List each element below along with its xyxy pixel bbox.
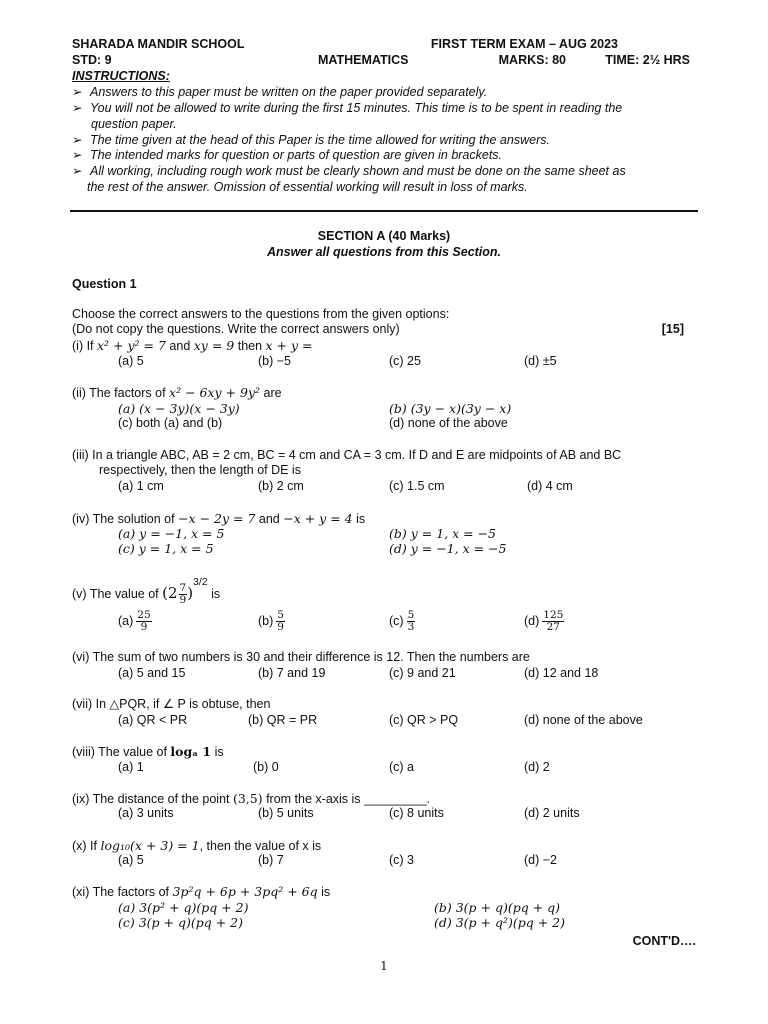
option-b: (b) QR = PR [248, 713, 318, 727]
option-c: (c) 9 and 21 [389, 666, 456, 680]
instructions-title: INSTRUCTIONS: [72, 69, 170, 83]
option-c: (c) 25 [389, 354, 421, 368]
marks-label: MARKS: 80 [498, 53, 566, 67]
bullet-icon: ➢ [72, 85, 83, 99]
instruction-item-continued: question paper. [91, 117, 177, 131]
bullet-icon: ➢ [72, 164, 83, 178]
question-heading: Question 1 [72, 277, 137, 291]
instruction-item: ➢ The time given at the head of this Paper is the time allowed for writing the answers. [72, 133, 550, 147]
option-b: (b) 7 [258, 853, 284, 867]
sub-question-6: (vi) The sum of two numbers is 30 and their difference is 12. Then the numbers are [72, 650, 530, 664]
option-b: (b) y = 1, x = −5 [389, 526, 497, 541]
option-a: (a) y = −1, x = 5 [118, 526, 225, 541]
instruction-item: ➢ You will not be allowed to write during the first 15 minutes. This time is to be spent in reading the [72, 101, 623, 115]
sub-question-10: (x) If log₁₀(x + 3) = 1, then the value of x is [72, 838, 322, 853]
continued-label: CONT'D…. [632, 934, 696, 948]
page-number: 1 [380, 959, 388, 973]
option-b: (b) 5 units [258, 806, 314, 820]
option-a: (a) $\frac{25}{9}$ [118, 609, 151, 634]
option-a: (a) 5 and 15 [118, 666, 186, 680]
option-a: (a) 1 cm [118, 479, 164, 493]
header-row-1 [72, 37, 690, 52]
option-b: (b) 2 cm [258, 479, 304, 493]
header-row-2 [72, 53, 690, 68]
option-c: (c) $\frac{5}{3}$ [389, 609, 415, 634]
sub-question-4: (iv) The solution of −x − 2y = 7 and −x + y = 4 is [72, 511, 366, 526]
sub-question-2: (ii) The factors of x² − 6xy + 9y² are [72, 385, 282, 400]
exam-title: FIRST TERM EXAM – AUG 2023 [430, 37, 618, 51]
option-c: (c) both (a) and (b) [118, 416, 223, 430]
sub-question-5: (v) The value of (2 $\frac{7}{9}$ )$^{3/2}$ is [72, 576, 221, 607]
option-c: (c) QR > PQ [389, 713, 459, 727]
option-a: (a) 5 [118, 354, 144, 368]
option-d: (d) 4 cm [527, 479, 573, 493]
option-d: (d) 2 [524, 760, 550, 774]
option-c: (c) 3 [389, 853, 414, 867]
option-d: (d) none of the above [524, 713, 643, 727]
sub-question-3-continued: respectively, then the length of DE is [99, 463, 301, 477]
option-c: (c) y = 1, x = 5 [118, 541, 214, 556]
option-d: (d) $\frac{125}{27}$ [524, 609, 564, 634]
instruction-item-continued: the rest of the answer. Omission of essential working will result in loss of marks. [87, 180, 528, 194]
sub-question-11: (xi) The factors of 3p²q + 6p + 3pq² + 6q is [72, 884, 331, 899]
option-d: (d) none of the above [389, 416, 508, 430]
option-a: (a) 3(p² + q)(pq + 2) [118, 900, 249, 915]
option-c: (c) 1.5 cm [389, 479, 445, 493]
sub-question-7: (vii) In △PQR, if ∠ P is obtuse, then [72, 697, 271, 711]
horizontal-divider [70, 210, 698, 212]
bullet-icon: ➢ [72, 133, 83, 147]
sub-question-8: (viii) The value of logₐ 1 is [72, 744, 224, 759]
option-b: (b) 3(p + q)(pq + q) [434, 900, 561, 915]
option-a: (a) 3 units [118, 806, 174, 820]
time-label: TIME: 2½ HRS [605, 53, 690, 67]
section-title: SECTION A (40 Marks) [317, 229, 451, 243]
option-d: (d) 2 units [524, 806, 580, 820]
bullet-icon: ➢ [72, 148, 83, 162]
subject-label: MATHEMATICS [318, 53, 409, 67]
option-d: (d) ±5 [524, 354, 557, 368]
option-c: (c) a [389, 760, 414, 774]
sub-question-3: (iii) In a triangle ABC, AB = 2 cm, BC = 4 cm and CA = 3 cm. If D and E are midpoints of AB and BC [72, 448, 622, 462]
option-b: (b) $\frac{5}{9}$ [258, 609, 284, 634]
option-a: (a) 5 [118, 853, 144, 867]
option-b: (b) 7 and 19 [258, 666, 326, 680]
instruction-item: ➢ Answers to this paper must be written on the paper provided separately. [72, 85, 488, 99]
bullet-icon: ➢ [72, 101, 83, 115]
option-a: (a) QR < PR [118, 713, 188, 727]
instruction-item: ➢ The intended marks for question or parts of question are given in brackets. [72, 148, 503, 162]
option-d: (d) y = −1, x = −5 [389, 541, 507, 556]
question-instruction: (Do not copy the questions. Write the correct answers only) [72, 322, 400, 336]
instruction-item: ➢ All working, including rough work must be clearly shown and must be done on the same sheet as [72, 164, 626, 178]
sub-question-9: (ix) The distance of the point (3,5) from the x-axis is _________. [72, 791, 431, 806]
std-label: STD: 9 [72, 53, 112, 67]
option-b: (b) 0 [253, 760, 279, 774]
option-b: (b) −5 [258, 354, 292, 368]
question-intro: Choose the correct answers to the questions from the given options: [72, 307, 450, 321]
sub-question-1: (i) If x² + y² = 7 and xy = 9 then x + y = [72, 338, 313, 353]
option-c: (c) 3(p + q)(pq + 2) [118, 915, 243, 930]
option-a: (a) (x − 3y)(x − 3y) [118, 401, 240, 416]
option-b: (b) (3y − x)(3y − x) [389, 401, 512, 416]
option-d: (d) 12 and 18 [524, 666, 599, 680]
option-d: (d) 3(p + q²)(pq + 2) [434, 915, 565, 930]
school-name: SHARADA MANDIR SCHOOL [72, 37, 245, 51]
question-marks: [15] [661, 322, 684, 336]
option-a: (a) 1 [118, 760, 144, 774]
option-c: (c) 8 units [389, 806, 444, 820]
option-d: (d) −2 [524, 853, 558, 867]
section-subtitle: Answer all questions from this Section. [266, 245, 502, 259]
